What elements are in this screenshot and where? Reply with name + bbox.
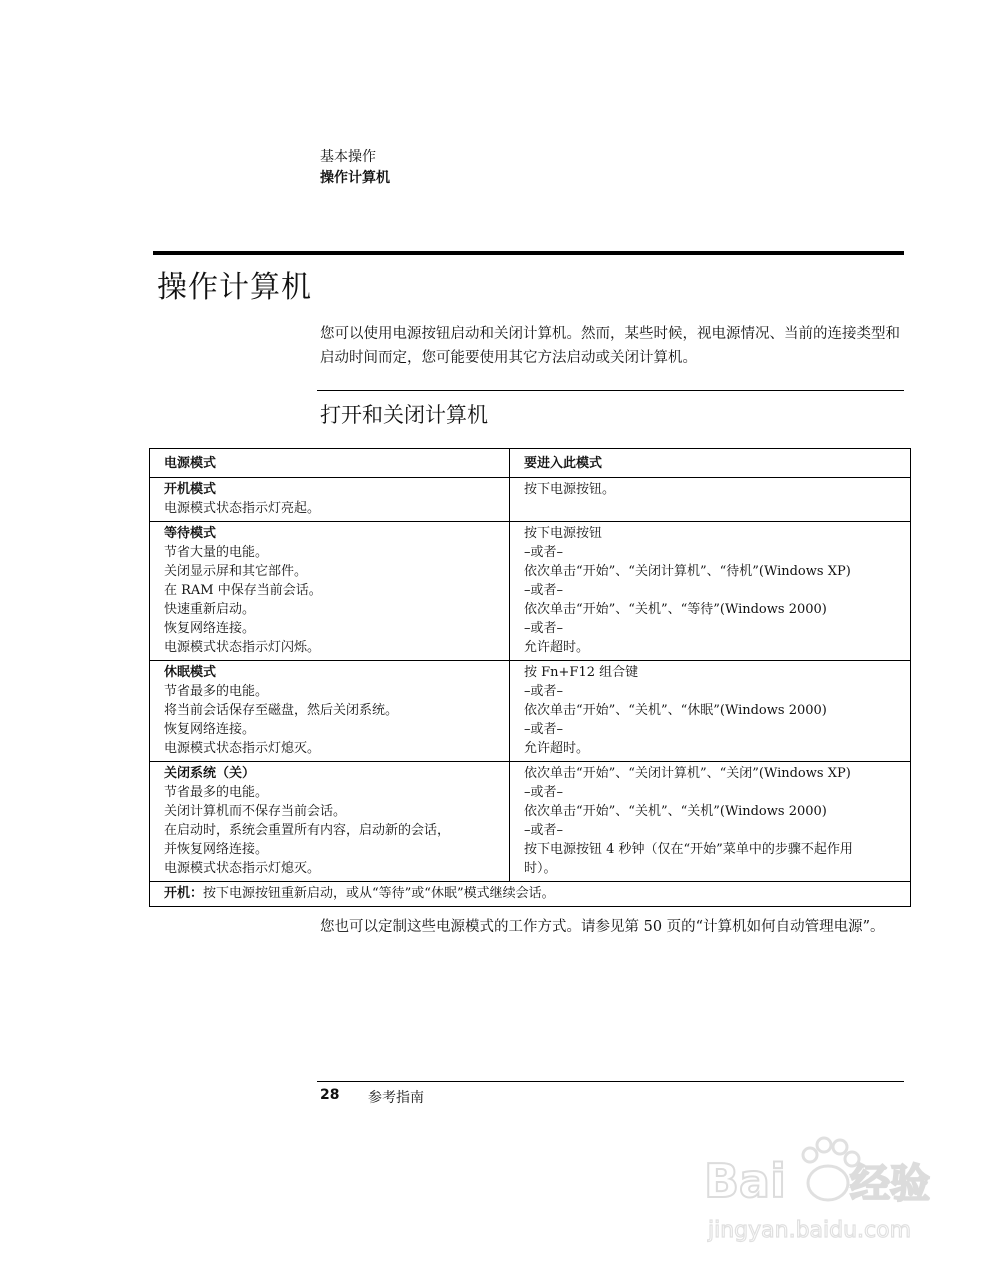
mode-detail: 电源模式状态指示灯熄灭。 <box>164 861 321 876</box>
header-cell-how: 要进入此模式 <box>510 449 911 478</box>
running-header <box>320 147 390 189</box>
footer-label: 开机： <box>164 886 204 901</box>
how-step: –或者– <box>524 722 564 737</box>
how-step: –或者– <box>524 823 564 838</box>
page-title: 操作计算机 <box>157 270 312 305</box>
closing-paragraph: 您也可以定制这些电源模式的工作方式。请参见第 50 页的“计算机如何自动管理电源”。 <box>320 919 885 935</box>
how-step: 依次单击“开始”、“关机”、“等待”(Windows 2000) <box>524 602 827 617</box>
how-cell <box>510 522 911 661</box>
mode-detail: 电源模式状态指示灯亮起。 <box>164 501 321 516</box>
how-step: 按下电源按钮 <box>524 526 603 541</box>
page-number: 28 <box>320 1087 340 1103</box>
table-row <box>150 661 911 762</box>
mode-name: 关闭系统（关） <box>164 766 256 781</box>
footer-rule <box>317 1081 904 1082</box>
title-rule <box>153 251 904 255</box>
header-cell-mode: 电源模式 <box>150 449 510 478</box>
mode-detail: 节省最多的电能。 <box>164 785 269 800</box>
mode-detail: 快速重新启动。 <box>164 602 256 617</box>
mode-detail: 电源模式状态指示灯闪烁。 <box>164 640 321 655</box>
how-step: 依次单击“开始”、“关机”、“关机”(Windows 2000) <box>524 804 827 819</box>
how-step: 按 Fn+F12 组合键 <box>524 665 639 680</box>
section-title: 打开和关闭计算机 <box>320 403 488 427</box>
section-rule <box>317 390 904 391</box>
table-row <box>150 478 911 522</box>
how-step: –或者– <box>524 684 564 699</box>
mode-detail: 电源模式状态指示灯熄灭。 <box>164 741 321 756</box>
table-header-row <box>150 449 911 478</box>
header-subsection-label: 操作计算机 <box>320 170 390 186</box>
mode-detail: 节省大量的电能。 <box>164 545 269 560</box>
how-step: –或者– <box>524 545 564 560</box>
mode-detail: 在启动时，系统会重置所有内容，启动新的会话， <box>164 823 451 838</box>
how-step: 允许超时。 <box>524 741 590 756</box>
mode-detail: 关闭计算机而不保存当前会话。 <box>164 804 347 819</box>
guide-title: 参考指南 <box>368 1090 424 1106</box>
how-step: –或者– <box>524 621 564 636</box>
mode-detail: 并恢复网络连接。 <box>164 842 269 857</box>
table-body <box>150 478 911 882</box>
footer-text: 按下电源按钮重新启动，或从“等待”或“休眠”模式继续会话。 <box>203 886 555 901</box>
mode-detail: 恢复网络连接。 <box>164 722 256 737</box>
how-step: –或者– <box>524 583 564 598</box>
mode-cell <box>150 478 510 522</box>
mode-detail: 在 RAM 中保存当前会话。 <box>164 583 322 598</box>
mode-cell <box>150 522 510 661</box>
how-step: 时）。 <box>524 861 557 876</box>
mode-name: 等待模式 <box>164 526 217 541</box>
how-step: 按下电源按钮。 <box>524 482 616 497</box>
table-footer-cell <box>150 882 911 907</box>
how-cell <box>510 762 911 882</box>
how-step: 允许超时。 <box>524 640 590 655</box>
header-section-label: 基本操作 <box>320 149 376 165</box>
mode-detail: 恢复网络连接。 <box>164 621 256 636</box>
svg-text:Bai: Bai <box>704 1154 786 1208</box>
mode-name: 开机模式 <box>164 482 217 497</box>
mode-detail: 关闭显示屏和其它部件。 <box>164 564 308 579</box>
how-step: 依次单击“开始”、“关闭计算机”、“关闭”(Windows XP) <box>524 766 851 781</box>
svg-text:jingyan.baidu.com: jingyan.baidu.com <box>708 1218 912 1243</box>
mode-cell <box>150 762 510 882</box>
mode-detail: 节省最多的电能。 <box>164 684 269 699</box>
power-modes-table <box>149 448 911 907</box>
intro-paragraph: 您可以使用电源按钮启动和关闭计算机。然而，某些时候，视电源情况、当前的连接类型和启动时间而定，您可能要使用其它方法启动或关闭计算机。 <box>320 326 900 366</box>
how-step: 按下电源按钮 4 秒钟（仅在“开始”菜单中的步骤不起作用 <box>524 842 853 857</box>
how-step: 依次单击“开始”、“关闭计算机”、“待机”(Windows XP) <box>524 564 851 579</box>
how-cell <box>510 478 911 522</box>
mode-name: 休眠模式 <box>164 665 217 680</box>
how-step: 依次单击“开始”、“关机”、“休眠”(Windows 2000) <box>524 703 827 718</box>
table-row <box>150 522 911 661</box>
svg-text:经验: 经验 <box>850 1161 930 1207</box>
mode-detail: 将当前会话保存至磁盘，然后关闭系统。 <box>164 703 399 718</box>
baidu-jingyan-watermark <box>700 1135 950 1250</box>
table-row <box>150 762 911 882</box>
mode-cell <box>150 661 510 762</box>
table-footer-row <box>150 882 911 907</box>
how-step: –或者– <box>524 785 564 800</box>
how-cell <box>510 661 911 762</box>
